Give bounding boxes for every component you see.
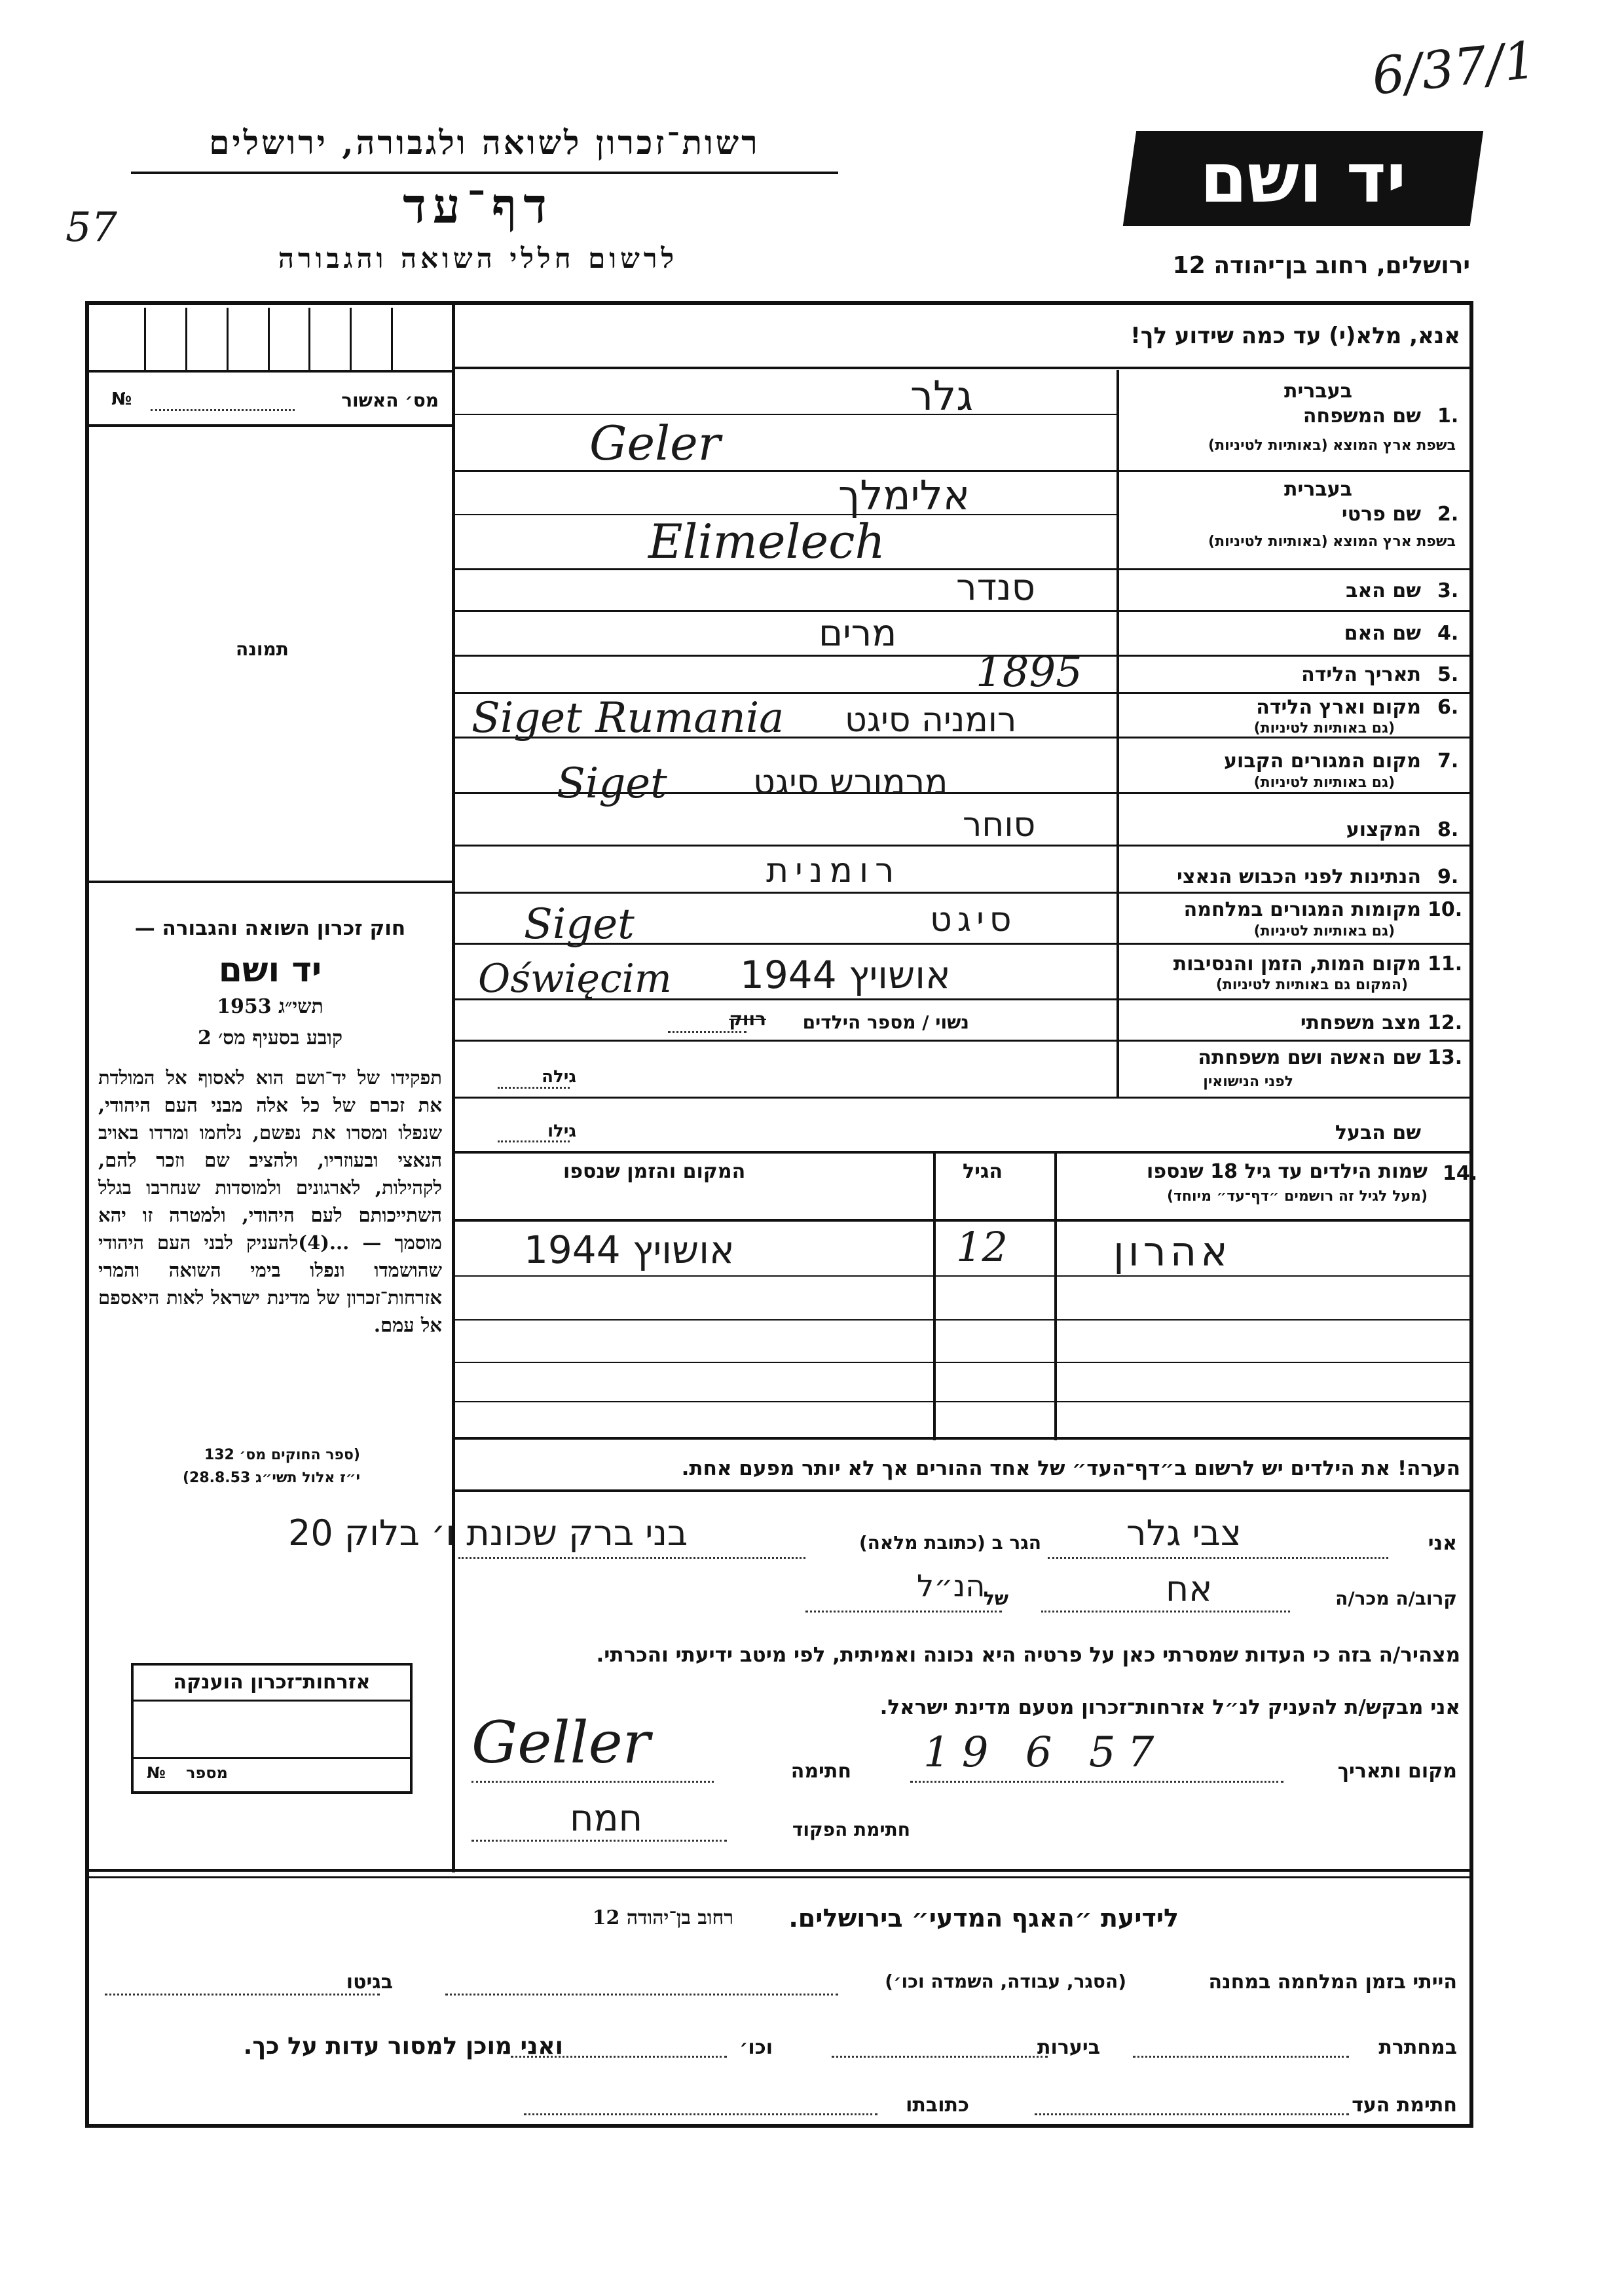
children-heading-sub: (מעל לגיל זה רושמים ״דף־עד״ מיוחד): [1166, 1188, 1428, 1205]
husband-age-label: גילו: [547, 1121, 576, 1141]
citizenship-title: אזרחות־זכרון הוענקה: [173, 1671, 371, 1694]
birth-place-hebrew: רומניה סיגט: [845, 701, 1017, 740]
margin-number: 57: [65, 203, 117, 251]
field-4-num: 4.: [1437, 622, 1459, 645]
law-heading: חוק זכרון השואה והגבורה —: [134, 917, 406, 940]
footer-forests: ביערות: [1037, 2036, 1100, 2059]
field-10-num: 10.: [1428, 898, 1463, 921]
death-place-hebrew: אושויץ 1944: [740, 953, 951, 997]
signature-label: חתימה: [790, 1760, 851, 1783]
footer-line1-sub: (הסגר, עבודה, השמדה וכו׳): [885, 1971, 1126, 1992]
relative-label: קרוב/ה מכר/ה: [1335, 1588, 1457, 1609]
yad-vashem-logo: [1123, 131, 1483, 226]
family-name-hebrew: גלר: [910, 372, 973, 420]
death-place-latin: Oświęcim: [478, 956, 672, 1002]
approval-number: № מס׳ האשור: [111, 390, 439, 411]
field-6-num: 6.: [1437, 696, 1459, 719]
form-subtitle: לרשום חללי השואה והגבורה: [278, 242, 678, 274]
field-3-num: 3.: [1437, 579, 1459, 602]
first-name-latin: Elimelech: [648, 514, 885, 569]
field-1-side: בעברית: [1284, 380, 1352, 403]
law-source-1: (ספר החוקים מס׳ 132: [204, 1447, 360, 1463]
field-7-sub: (גם באותיות לטיניות): [1253, 774, 1395, 791]
family-name-latin: Geler: [589, 416, 721, 471]
declarant-ani: אני: [1428, 1532, 1457, 1555]
field-1-sub: בשפת ארץ המוצא (באותיות לטיניות): [1208, 437, 1456, 454]
of-label: של: [983, 1588, 1008, 1609]
address-label: הגר ב (כתובת מלאה): [858, 1532, 1041, 1554]
father-name: סנדר: [956, 566, 1035, 609]
field-12-label: מצב משפחתי: [1300, 1011, 1421, 1034]
field-13-sub: לפני הנישואין: [1203, 1074, 1293, 1090]
declaration-date: 19 6 57: [923, 1728, 1166, 1777]
law-text: תפקידו של יד־ושם הוא לאסוף אל המולדת את זכרם של כל אלה מבני העם היהודי, שנפלו ומסרו את נפשם, נלחמו ומרדו באויב הנאצי ובעוזריו, ולהציב שם וזכר להם, לקהילות, לארגונים ולמוסדות שנחרבו בגלל השתייכותם לעם היהודי, ולמטרה זו יהא מוסמך — ...(4)להעניק לבני העם היהודי שהושמדו ונפלו בימי השואה והמרי אזרחות־זכרון של מדינת ישראל לאות היאספם אל עמם.: [98, 1066, 442, 1336]
field-7-label: מקום המגורים הקבוע: [1224, 750, 1421, 773]
children-heading: שמות הילדים עד גיל 18 שנספו: [1147, 1160, 1428, 1183]
footer-address: כתובתו: [906, 2094, 969, 2117]
relation-value: אח: [1166, 1568, 1213, 1609]
child-1-place: אושויץ 1944: [524, 1228, 735, 1272]
birth-place-latin: Siget Rumania: [471, 694, 784, 742]
marital-status: נשוי / מספר הילדים: [802, 1011, 969, 1033]
field-10-sub: (גם באותיות לטיניות): [1253, 923, 1395, 939]
field-6-sub: (גם באותיות לטיניות): [1253, 720, 1395, 737]
mother-name: מרים: [819, 612, 897, 655]
war-residence-hebrew: סיגט: [930, 900, 1017, 939]
footer-witness-signature: חתימת העד: [1352, 2094, 1457, 2117]
field-5-label: תאריך הלידה: [1301, 663, 1421, 686]
declarant-address: בני ברק שכונת ו׳ בלוק 20: [288, 1512, 688, 1554]
wife-age-label: גילה: [542, 1067, 576, 1087]
field-13-num: 13.: [1428, 1046, 1463, 1069]
law-clause: קובע בסעיף מס׳ 2: [197, 1027, 343, 1049]
profession: סוחר: [963, 805, 1036, 845]
field-4-label: שם האם: [1344, 622, 1421, 645]
field-10-label: מקומות המגורים במלחמה: [1183, 898, 1421, 921]
residence-hebrew: מרמורש סיגט: [753, 763, 948, 802]
field-7-num: 7.: [1437, 750, 1459, 773]
field-2-num: 2.: [1437, 503, 1459, 526]
intro-text: אנא, מלא(י) עד כמה שידוע לך!: [1130, 323, 1460, 349]
field-12-num: 12.: [1428, 1011, 1463, 1034]
field-6-label: מקום וארץ הלידה: [1256, 696, 1421, 719]
law-source-2: י״ז אלול תשי״ג 28.8.53): [182, 1470, 360, 1486]
field-11-label: מקום המות, הזמן והנסיבות: [1173, 953, 1421, 975]
field-11-sub: (המקום גם באותיות לטיניות): [1215, 977, 1408, 993]
field-9-label: הנתינות לפני הכבוש הנאצי: [1177, 866, 1421, 888]
field-2-label: שם פרטי: [1341, 503, 1421, 526]
nationality: רומנית: [766, 851, 901, 890]
authority-name: רשות־זכרון לשואה ולגבורה, ירושלים: [209, 123, 760, 162]
approval-boxes: [105, 308, 432, 370]
citizenship-box: [131, 1663, 413, 1794]
war-residence-latin: Siget: [524, 900, 635, 949]
field-14-num: 14.: [1443, 1162, 1478, 1185]
field-1-num: 1.: [1437, 405, 1459, 428]
children-col-place: המקום והזמן שנספו: [563, 1160, 746, 1183]
first-name-hebrew: אלימלך: [838, 471, 970, 519]
citizenship-number-label: מספר: [186, 1764, 228, 1782]
footer-line1: הייתי בזמן המלחמה במחנה: [1208, 1971, 1457, 1994]
footer-ready: ואני מוכן למסור עדות על כך.: [243, 2033, 563, 2060]
officer-signature: חמח: [570, 1797, 643, 1840]
law-name: יד ושם: [218, 951, 322, 990]
declarant-signature: Geller: [471, 1709, 650, 1776]
husband-name-label: שם הבעל: [1335, 1121, 1421, 1144]
field-3-label: שם האב: [1346, 579, 1421, 602]
law-year: תשי״ג 1953: [217, 995, 323, 1018]
of-value: הנ״ל: [917, 1568, 986, 1603]
residence-latin: Siget: [557, 759, 667, 808]
birth-date: 1895: [976, 648, 1082, 697]
field-5-num: 5.: [1437, 663, 1459, 686]
child-1-age: 12: [956, 1223, 1008, 1271]
officer-label: חתימת הפקוד: [792, 1819, 910, 1840]
place-date-label: מקום ותאריך: [1337, 1760, 1457, 1783]
marital-struck: רווק: [729, 1008, 766, 1030]
footer-heading: לידיעת ״האגף המדעי״ בירושלים.: [788, 1904, 1179, 1933]
child-1-name: אהרון: [1113, 1228, 1232, 1275]
request-text: אני מבקש/ת להעניק לנ״ל אזרחות־זכרון מטעם מדינת ישראל.: [879, 1696, 1460, 1719]
footer-heading-address: רחוב בן־יהודה 12: [592, 1906, 733, 1929]
photo-label: תמונה: [236, 638, 289, 660]
field-9-num: 9.: [1437, 866, 1459, 888]
footer-ghetto: בגיטו: [346, 1971, 393, 1994]
field-8-num: 8.: [1437, 818, 1459, 841]
logo-text: יד ושם: [1200, 138, 1407, 218]
field-8-label: המקצוע: [1346, 818, 1421, 841]
citizenship-number-suffix: №: [147, 1764, 166, 1782]
footer-etc: וכו׳: [739, 2036, 773, 2059]
document-number: 6/37/1: [1369, 31, 1540, 107]
children-col-age: הגיל: [963, 1160, 1003, 1183]
field-2-sub: בשפת ארץ המוצא (באותיות לטיניות): [1208, 534, 1456, 550]
field-1-label: שם המשפחה: [1302, 405, 1421, 428]
footer-underground: במחתרת: [1378, 2036, 1457, 2059]
form-title: דף־עד: [403, 178, 553, 234]
declarant-name: צבי גלר: [1126, 1512, 1242, 1554]
declaration-text: מצהיר/ה בזה כי העדות שמסרתי כאן על פרטיה היא נכונה ואמיתית, לפי מיטב ידיעתי והכרתי.: [596, 1643, 1460, 1667]
children-note: הערה! את הילדים יש לרשום ב״דף־העד״ של אחד ההורים אך לא יותר מפעם אחת.: [681, 1457, 1460, 1480]
field-13-label: שם האשה ושם משפחתה: [1198, 1046, 1421, 1069]
field-11-num: 11.: [1428, 953, 1463, 975]
header-address: ירושלים, רחוב בן־יהודה 12: [1172, 252, 1470, 279]
field-2-side: בעברית: [1284, 478, 1352, 501]
